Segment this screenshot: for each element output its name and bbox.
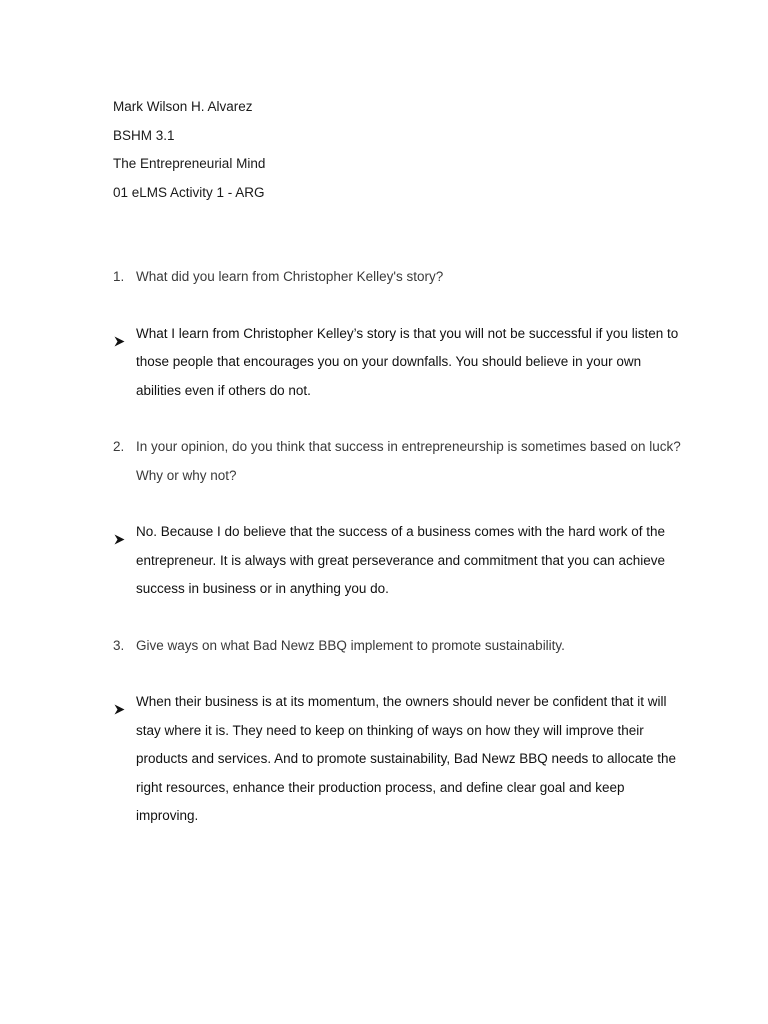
document-header [113,93,673,207]
answer-text: What I learn from Christopher Kelley’s story is that you will not be successful if you listen to those people that encourages you on your downfalls. You should believe in your own abilities even if others do not. [136,325,679,398]
question-number: 1. [113,269,125,284]
student-name: Mark Wilson H. Alvarez [113,99,253,114]
answer-item [113,320,693,406]
arrowhead-bullet-icon [114,527,125,538]
question-number: 2. [113,439,125,454]
activity-title: 01 eLMS Activity 1 - ARG [113,184,265,200]
question-text: Give ways on what Bad Newz BBQ implement to promote sustainability. [136,637,565,653]
question-number: 3. [113,637,125,653]
question-text: In your opinion, do you think that success in entrepreneurship is sometimes based on luck? Why or why not? [136,439,681,483]
document-body [113,263,693,831]
answer-text: When their business is at its momentum, the owners should never be confident that it will stay where it is. They need to keep on thinking of ways on how they will improve their products and services. And to promote sustainability, Bad Newz BBQ needs to allocate the right resources, enhance their production process, and define clear goal and keep improving. [136,694,677,823]
question-text: What did you learn from Christopher Kelley's story? [136,269,444,284]
answer-text: No. Because I do believe that the success of a business comes with the hard work of the entrepreneur. It is always with great perseverance and commitment that you can achieve success in business or in anything you do. [136,524,666,596]
class-section: BSHM 3.1 [113,127,175,143]
answer-item [113,688,693,831]
question-item [113,632,693,661]
arrowhead-bullet-icon [114,329,125,340]
question-item [113,263,693,292]
course-title: The Entrepreneurial Mind [113,156,266,171]
answer-item [113,518,693,604]
question-item [113,433,693,490]
arrowhead-bullet-icon [114,697,125,708]
